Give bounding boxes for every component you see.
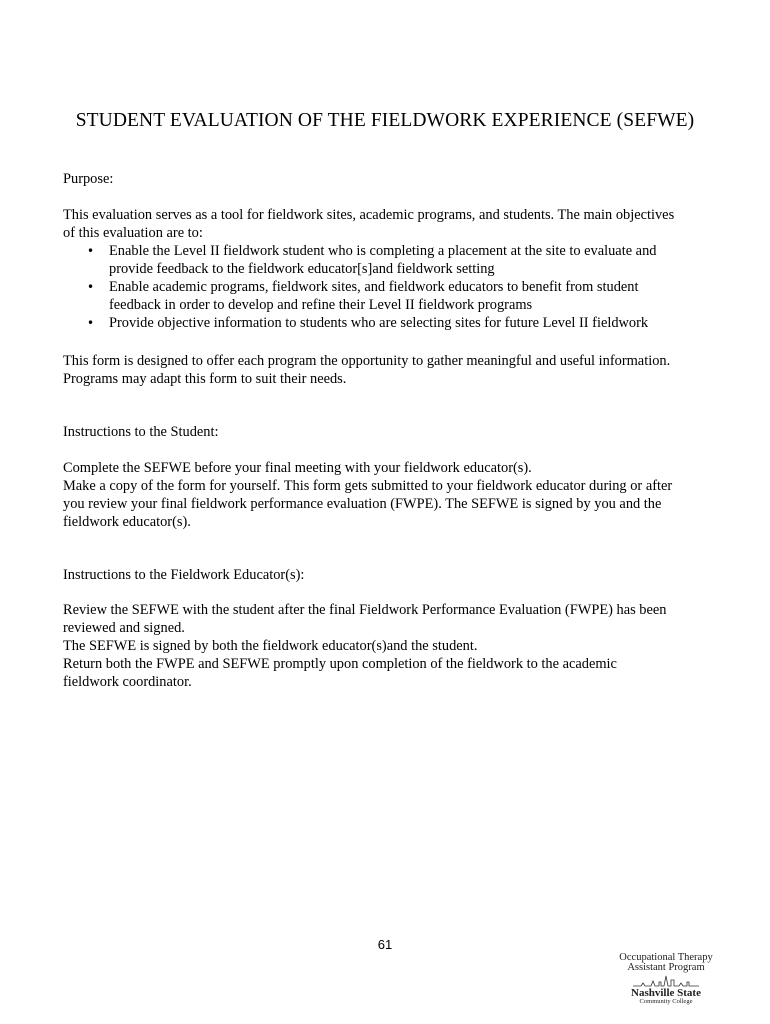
skyline-icon bbox=[631, 974, 701, 988]
page-number: 61 bbox=[377, 937, 393, 952]
list-item: • Enable the Level II fieldwork student who is completing a placement at the site to evaluate and provide feedback to the fieldwork educator[s]and fieldwork setting bbox=[109, 242, 713, 278]
instruction-line: Review the SEFWE with the student after the final Fieldwork Performance Evaluation (FWPE) has been bbox=[63, 602, 667, 618]
instruction-line: Complete the SEFWE before your final meeting with your fieldwork educator(s). bbox=[63, 460, 532, 476]
objectives-list bbox=[63, 242, 713, 332]
purpose-intro-line: of this evaluation are to: bbox=[63, 225, 203, 241]
instruction-line: fieldwork educator(s). bbox=[63, 514, 191, 530]
student-instructions bbox=[63, 459, 713, 531]
instruction-line: Return both the FWPE and SEFWE promptly upon completion of the fieldwork to the academic bbox=[63, 656, 617, 672]
instruction-line: fieldwork coordinator. bbox=[63, 674, 192, 690]
instruction-line: you review your final fieldwork performance evaluation (FWPE). The SEFWE is signed by you and the bbox=[63, 496, 662, 512]
educator-heading: Instructions to the Fieldwork Educator(s): bbox=[63, 567, 305, 583]
purpose-section bbox=[63, 206, 713, 332]
purpose-heading: Purpose: bbox=[63, 171, 114, 187]
program-logo: Occupational Therapy Assistant Program Nashville State Community College bbox=[619, 952, 713, 1005]
student-heading: Instructions to the Student: bbox=[63, 424, 219, 440]
list-item: • Enable academic programs, fieldwork sites, and fieldwork educators to benefit from student feedback in order to develop and refine their Level II fieldwork programs bbox=[109, 278, 713, 314]
instruction-line: reviewed and signed. bbox=[63, 620, 185, 636]
instruction-line: Make a copy of the form for yourself. This form gets submitted to your fieldwork educator during or after bbox=[63, 478, 673, 494]
instruction-line: The SEFWE is signed by both the fieldwork educator(s)and the student. bbox=[63, 638, 478, 654]
educator-instructions bbox=[63, 601, 713, 691]
form-note: This form is designed to offer each program the opportunity to gather meaningful and useful information. Programs may adapt this form to suit their needs. bbox=[63, 353, 671, 387]
list-item: • Provide objective information to students who are selecting sites for future Level II fieldwork bbox=[109, 314, 713, 332]
purpose-intro-line: This evaluation serves as a tool for fieldwork sites, academic programs, and students. The main objectives bbox=[63, 207, 675, 223]
page-title: STUDENT EVALUATION OF THE FIELDWORK EXPERIENCE (SEFWE) bbox=[75, 110, 695, 131]
